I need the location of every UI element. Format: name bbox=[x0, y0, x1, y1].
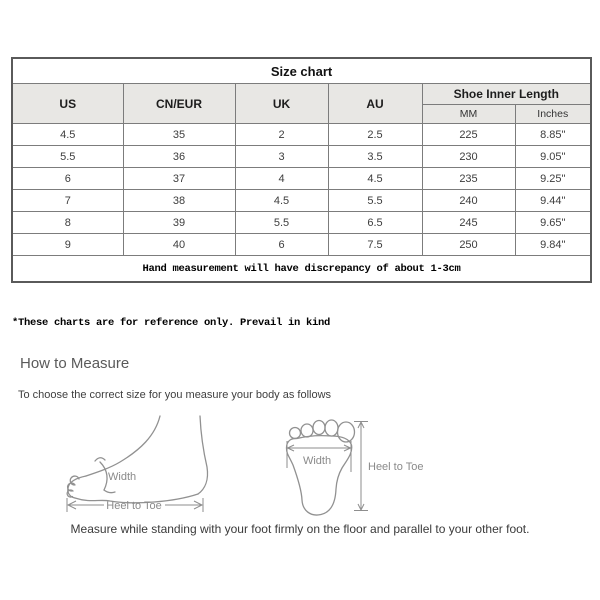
top-width-dimension bbox=[287, 441, 351, 472]
table-footer-row bbox=[12, 256, 591, 283]
toe bbox=[301, 424, 313, 437]
table-cell: 4.5 bbox=[328, 168, 422, 190]
table-cell: 37 bbox=[123, 168, 235, 190]
table-cell: 5.5 bbox=[235, 212, 328, 234]
table-cell: 4 bbox=[235, 168, 328, 190]
table-cell: 5.5 bbox=[328, 190, 422, 212]
top-width-label: Width bbox=[302, 455, 332, 467]
table-cell: 39 bbox=[123, 212, 235, 234]
reference-note: *These charts are for reference only. Prevail in kind bbox=[12, 317, 331, 329]
how-to-measure-heading: How to Measure bbox=[20, 355, 130, 372]
toe bbox=[325, 420, 338, 436]
table-cell: 35 bbox=[123, 124, 235, 146]
table-cell: 4.5 bbox=[235, 190, 328, 212]
table-title-row bbox=[12, 58, 591, 84]
table-cell: 9.65" bbox=[515, 212, 591, 234]
table-cell: 6.5 bbox=[328, 212, 422, 234]
table-row bbox=[12, 234, 591, 256]
size-chart-table bbox=[11, 57, 592, 283]
table-cell: 235 bbox=[422, 168, 515, 190]
side-width-label: Width bbox=[108, 471, 137, 483]
table-cell: 3.5 bbox=[328, 146, 422, 168]
table-cell: 9.25" bbox=[515, 168, 591, 190]
table-cell: 2 bbox=[235, 124, 328, 146]
column-header-us: US bbox=[12, 84, 123, 124]
top-heel-to-toe-dimension bbox=[354, 422, 423, 511]
top-heel-to-toe-label: Heel to Toe bbox=[368, 461, 424, 473]
table-row bbox=[12, 190, 591, 212]
side-heel-to-toe-label: Heel to Toe bbox=[106, 500, 162, 512]
table-cell: 38 bbox=[123, 190, 235, 212]
table-cell: 8.85" bbox=[515, 124, 591, 146]
foot-side-view-diagram bbox=[62, 410, 212, 517]
toe bbox=[313, 421, 325, 435]
table-cell: 8 bbox=[12, 212, 123, 234]
size-chart-title: Size chart bbox=[12, 58, 591, 84]
table-row bbox=[12, 212, 591, 234]
how-to-measure-intro: To choose the correct size for you measure your body as follows bbox=[18, 389, 332, 401]
table-header-row bbox=[12, 84, 591, 105]
foot-outline bbox=[86, 416, 160, 476]
table-cell: 6 bbox=[235, 234, 328, 256]
column-header-cneur: CN/EUR bbox=[123, 84, 235, 124]
table-cell: 225 bbox=[422, 124, 515, 146]
table-row bbox=[12, 146, 591, 168]
table-cell: 2.5 bbox=[328, 124, 422, 146]
column-header-au: AU bbox=[328, 84, 422, 124]
table-cell: 36 bbox=[123, 146, 235, 168]
table-cell: 6 bbox=[12, 168, 123, 190]
column-header-inner-length: Shoe Inner Length bbox=[422, 84, 591, 105]
table-cell: 9.84" bbox=[515, 234, 591, 256]
table-cell: 250 bbox=[422, 234, 515, 256]
table-row bbox=[12, 168, 591, 190]
table-cell: 9.44" bbox=[515, 190, 591, 212]
toe bbox=[290, 428, 301, 439]
table-cell: 240 bbox=[422, 190, 515, 212]
table-cell: 3 bbox=[235, 146, 328, 168]
table-cell: 4.5 bbox=[12, 124, 123, 146]
table-cell: 9.05" bbox=[515, 146, 591, 168]
table-cell: 7.5 bbox=[328, 234, 422, 256]
table-cell: 5.5 bbox=[12, 146, 123, 168]
column-header-uk: UK bbox=[235, 84, 328, 124]
measure-caption: Measure while standing with your foot firmly on the floor and parallel to your other foot. bbox=[70, 522, 530, 536]
table-row bbox=[12, 124, 591, 146]
column-header-inches: Inches bbox=[515, 105, 591, 124]
table-cell: 230 bbox=[422, 146, 515, 168]
table-cell: 245 bbox=[422, 212, 515, 234]
table-cell: 40 bbox=[123, 234, 235, 256]
table-cell: 9 bbox=[12, 234, 123, 256]
table-footer-note: Hand measurement will have discrepancy of about 1-3cm bbox=[12, 256, 591, 283]
footprint-top-view-diagram bbox=[283, 408, 428, 520]
table-cell: 7 bbox=[12, 190, 123, 212]
column-header-mm: MM bbox=[422, 105, 515, 124]
